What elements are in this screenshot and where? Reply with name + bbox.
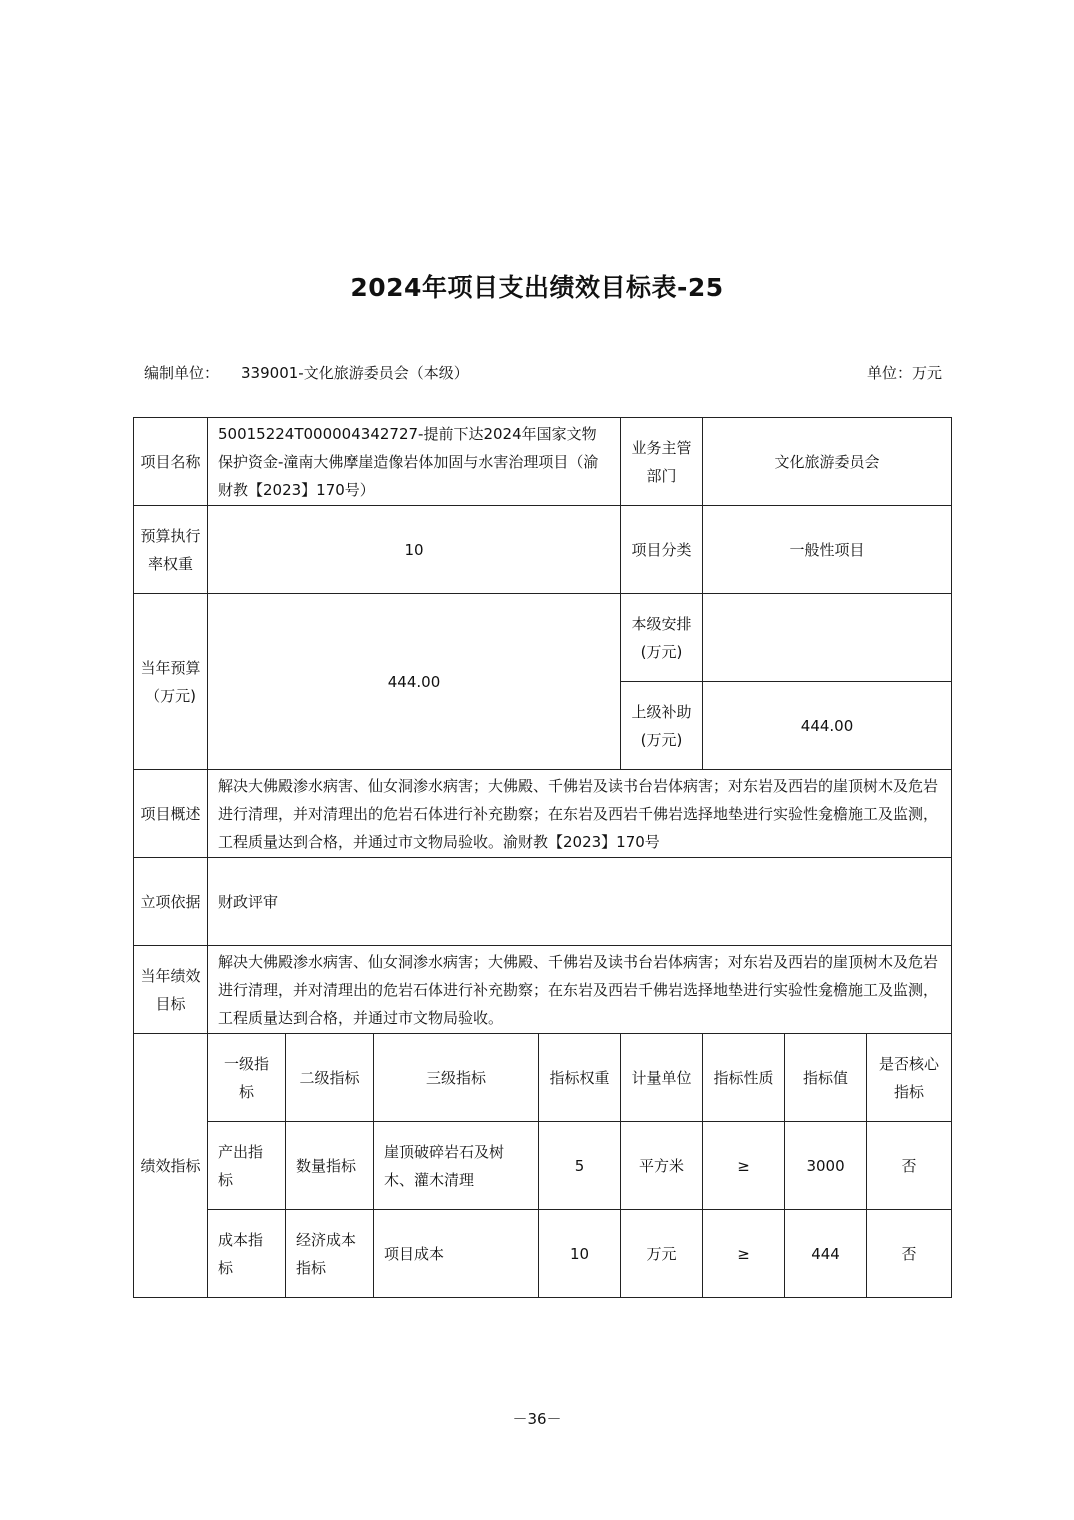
indicator-header: 指标值 (785, 1034, 867, 1122)
level1-cell: 成本指标 (208, 1210, 286, 1298)
indicator-header: 是否核心指标 (867, 1034, 952, 1122)
compiling-unit (144, 362, 491, 383)
indicators-label: 绩效指标 (134, 1034, 208, 1298)
compiling-unit-label: 编制单位： (144, 364, 220, 382)
performance-table (133, 417, 952, 1298)
indicator-header: 指标权重 (539, 1034, 621, 1122)
level2-cell: 数量指标 (286, 1122, 374, 1210)
basis-value: 财政评审 (208, 858, 952, 946)
overview-label: 项目概述 (134, 770, 208, 858)
unit-cell: 平方米 (621, 1122, 703, 1210)
table-row (134, 1210, 952, 1298)
level2-cell: 经济成本指标 (286, 1210, 374, 1298)
project-name-label: 项目名称 (134, 418, 208, 506)
goal-label: 当年绩效目标 (134, 946, 208, 1034)
level3-cell: 项目成本 (374, 1210, 539, 1298)
basis-label: 立项依据 (134, 858, 208, 946)
category-value: 一般性项目 (703, 506, 952, 594)
unit-cell: 万元 (621, 1210, 703, 1298)
indicator-header: 二级指标 (286, 1034, 374, 1122)
page-number: －36－ (512, 1410, 562, 1428)
nature-cell: ≥ (703, 1122, 785, 1210)
indicator-header: 指标性质 (703, 1034, 785, 1122)
currency-unit: 单位：万元 (866, 364, 942, 382)
page-title: 2024年项目支出绩效目标表-25 (350, 273, 724, 302)
upper-label: 上级补助(万元) (621, 682, 703, 770)
indicator-header: 计量单位 (621, 1034, 703, 1122)
dept-value: 文化旅游委员会 (703, 418, 952, 506)
core-cell: 否 (867, 1210, 952, 1298)
core-cell: 否 (867, 1122, 952, 1210)
value-cell: 444 (785, 1210, 867, 1298)
weight-label: 预算执行率权重 (134, 506, 208, 594)
nature-cell: ≥ (703, 1210, 785, 1298)
indicator-header: 一级指标 (208, 1034, 286, 1122)
dept-label: 业务主管部门 (621, 418, 703, 506)
level1-cell: 产出指标 (208, 1122, 286, 1210)
upper-value: 444.00 (703, 682, 952, 770)
header-meta (144, 362, 942, 383)
goal-value: 解决大佛殿渗水病害、仙女洞渗水病害；大佛殿、千佛岩及读书台岩体病害；对东岩及西岩的崖顶树木及危岩进行清理，并对清理出的危岩石体进行补充勘察；在东岩及西岩千佛岩选择地垫进行实验性龛檐施工及监测，工程质量达到合格，并通过市文物局验收。 (208, 946, 952, 1034)
weight-cell: 5 (539, 1122, 621, 1210)
overview-value: 解决大佛殿渗水病害、仙女洞渗水病害；大佛殿、千佛岩及读书台岩体病害；对东岩及西岩的崖顶树木及危岩进行清理，并对清理出的危岩石体进行补充勘察；在东岩及西岩千佛岩选择地垫进行实验性龛檐施工及监测，工程质量达到合格，并通过市文物局验收。渝财教【2023】170号 (208, 770, 952, 858)
budget-value: 444.00 (208, 594, 621, 770)
local-label: 本级安排(万元) (621, 594, 703, 682)
level3-cell: 崖顶破碎岩石及树木、灌木清理 (374, 1122, 539, 1210)
compiling-unit-value: 339001-文化旅游委员会（本级） (241, 364, 469, 382)
indicator-header-row (134, 1034, 952, 1122)
project-name-value: 50015224T000004342727-提前下达2024年国家文物保护资金-潼南大佛摩崖造像岩体加固与水害治理项目（渝财教【2023】170号） (208, 418, 621, 506)
local-value (703, 594, 952, 682)
weight-value: 10 (208, 506, 621, 594)
category-label: 项目分类 (621, 506, 703, 594)
table-row (134, 1122, 952, 1210)
indicator-header: 三级指标 (374, 1034, 539, 1122)
weight-cell: 10 (539, 1210, 621, 1298)
budget-label: 当年预算（万元) (134, 594, 208, 770)
value-cell: 3000 (785, 1122, 867, 1210)
